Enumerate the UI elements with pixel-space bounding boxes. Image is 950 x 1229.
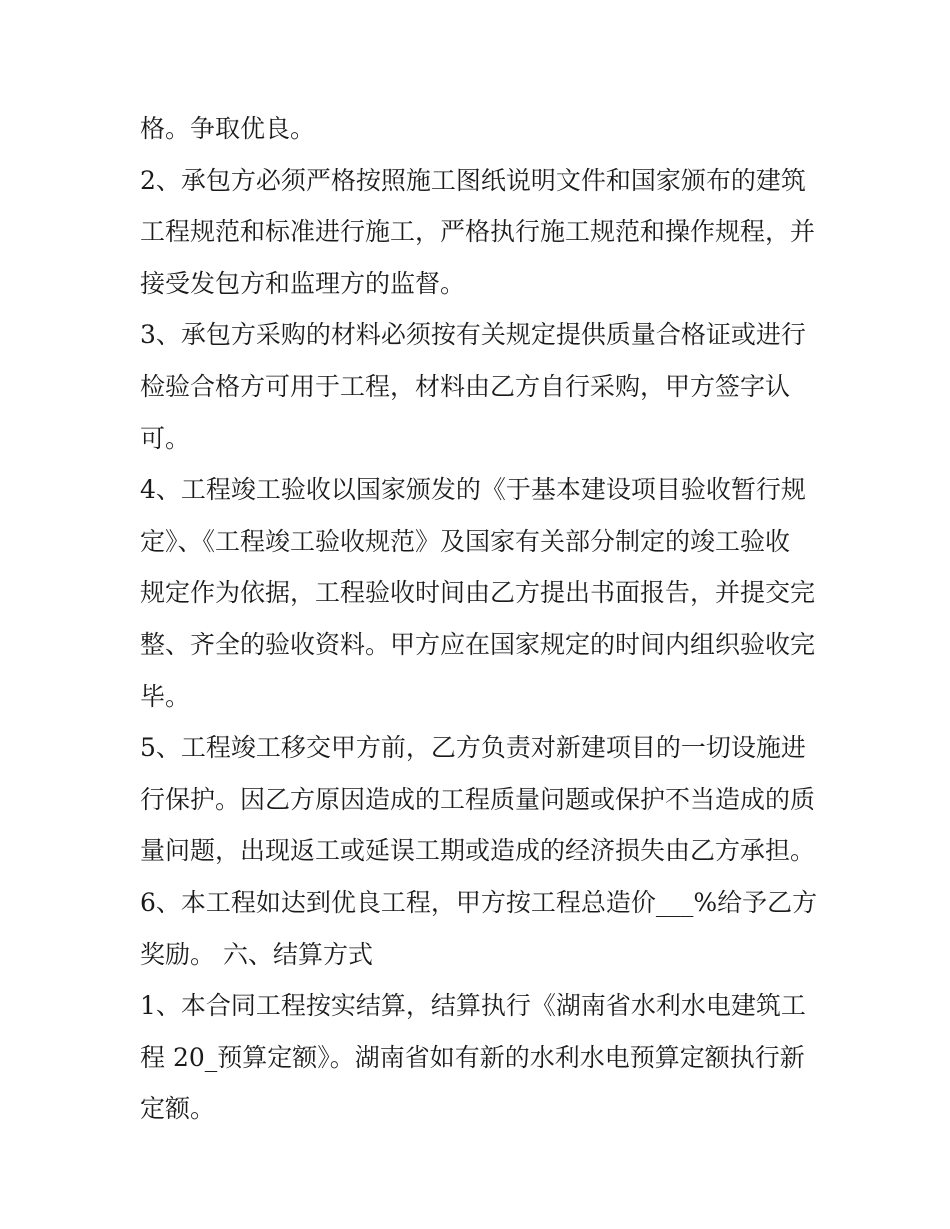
text-line: 可。 xyxy=(140,423,191,453)
text-line: 毕。 xyxy=(140,681,191,711)
text-line: 5、工程竣工移交甲方前，乙方负责对新建项目的一切设施进 xyxy=(140,733,806,763)
text-line: 3、承包方采购的材料必须按有关规定提供质量合格证或进行 xyxy=(140,320,806,350)
text-line: 程 20_预算定额》。湖南省如有新的水利水电预算定额执行新 xyxy=(140,1042,805,1072)
text-line: 量问题，出现返工或延误工期或造成的经济损失由乙方承担。 xyxy=(140,836,816,866)
text-line: 定额。 xyxy=(140,1094,216,1124)
text-line: 工程规范和标准进行施工，严格执行施工规范和操作规程，并 xyxy=(140,217,816,247)
text-line: 检验合格方可用于工程，材料由乙方自行采购，甲方签字认 xyxy=(140,371,791,401)
text-line: 4、工程竣工验收以国家颁发的《于基本建设项目验收暂行规 xyxy=(140,475,806,505)
text-line: 格。争取优良。 xyxy=(140,114,316,143)
text-line: 1、本合同工程按实结算，结算执行《湖南省水利水电建筑工 xyxy=(140,991,806,1021)
text-line: 规定作为依据，工程验收时间由乙方提出书面报告，并提交完 xyxy=(140,578,816,608)
text-line: 2、承包方必须严格按照施工图纸说明文件和国家颁布的建筑 xyxy=(140,165,806,195)
text-line: 接受发包方和监理方的监督。 xyxy=(140,268,466,298)
text-line: 整、齐全的验收资料。甲方应在国家规定的时间内组织验收完 xyxy=(140,629,816,659)
text-line: 定》、《工程竣工验收规范》及国家有关部分制定的竣工验收 xyxy=(140,526,791,556)
text-line: 奖励。 六、结算方式 xyxy=(140,939,373,969)
text-line: 行保护。因乙方原因造成的工程质量问题或保护不当造成的质 xyxy=(140,784,816,814)
text-line: 6、本工程如达到优良工程，甲方按工程总造价___%给予乙方 xyxy=(140,887,818,917)
document-body xyxy=(140,103,820,1135)
